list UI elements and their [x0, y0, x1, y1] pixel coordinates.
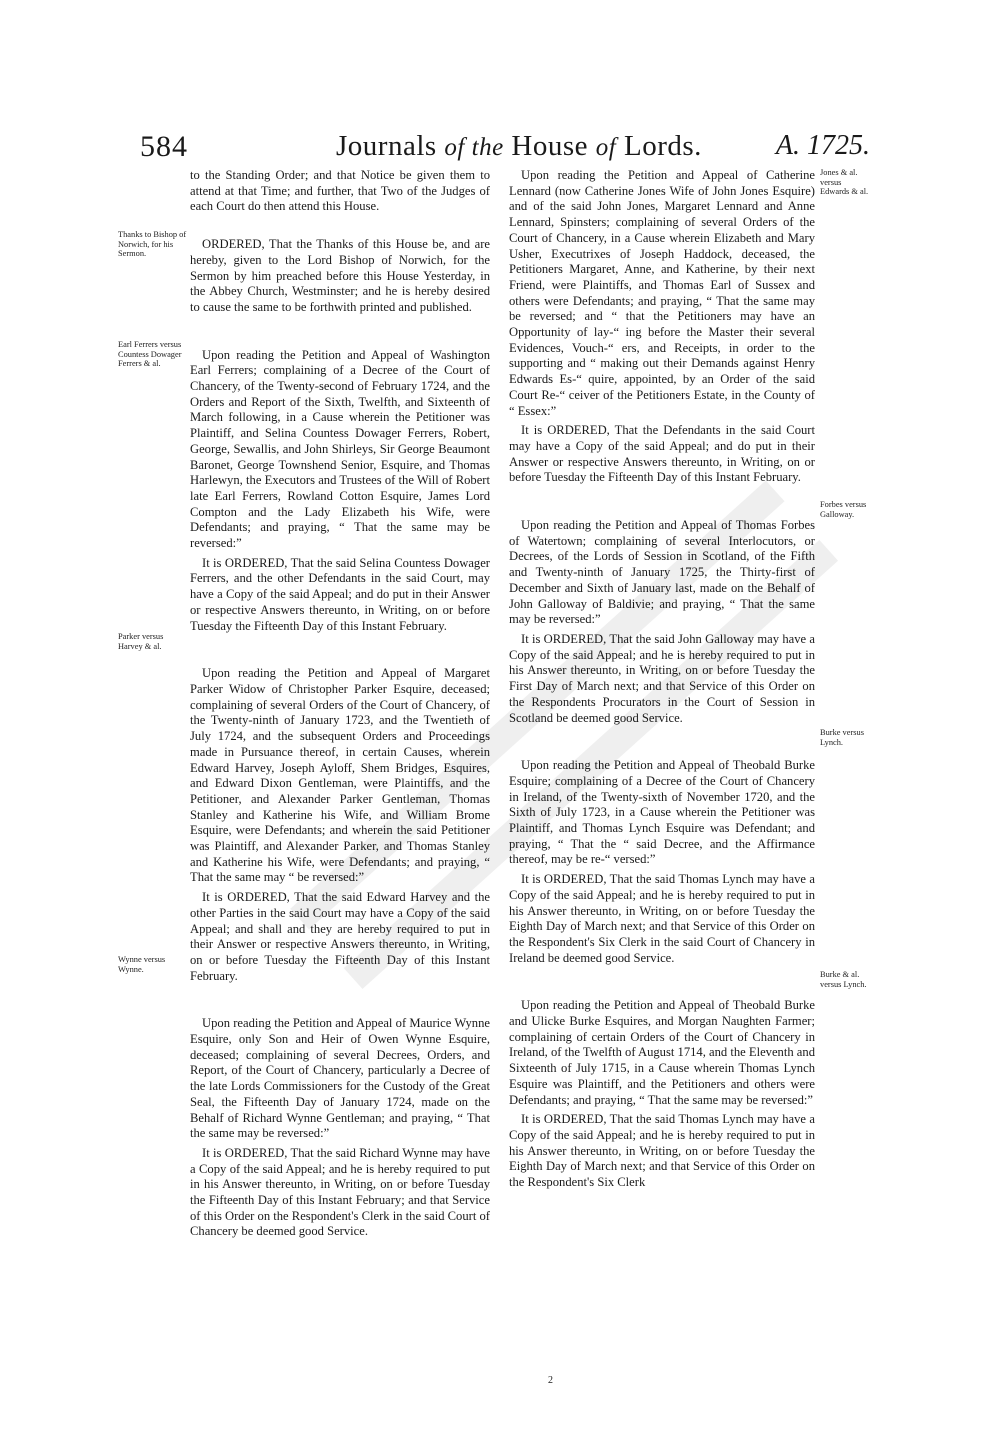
right-paragraph-forbes-petition: Upon reading the Petition and Appeal of Thomas Forbes of Watertown; complaining of several Interlocutors, or Decrees, of the Lords of Session in Scotland, of the Fifth and Twenty-ninth of January 1725, the Thirty-first of December and Sixth of January last, made on the Behalf of John Galloway of Baldivie; and praying, “ That the same may be reversed:” — [509, 518, 815, 627]
running-title — [336, 130, 702, 163]
title-lords: Lords. — [623, 130, 702, 162]
margin-note-burke: Burke versus Lynch. — [820, 728, 864, 747]
left-paragraph-ferrers-petition: Upon reading the Petition and Appeal of Washington Earl Ferrers; complaining of a Decree of the Court of Chancery, of the Twenty-second of February 1724, and the Orders and Report of the Sixth, Twelfth, and Sixteenth of March following, in a Cause wherein the Petitioner was Plaintiff, and Selina Countess Dowager Ferrers, Robert, George, Sewallis, and John Shirleys, Sir George Beaumont Baronet, George Townshend Senior, Esquire, and Thomas Harlewyn, the Executors and Trustees of the Will of Robert late Earl Ferrers, Rowland Cotton Esquire, James Lord Compton and the Lady Elizabeth his Wife, were Defendants; and praying, “ That the same may be reversed:” — [190, 347, 490, 551]
right-paragraph-burke-al-petition: Upon reading the Petition and Appeal of Theobald Burke and Ulicke Burke Esquires, and Morgan Naughten Farmer; complaining of certain Orders of the Court of Chancery in Ireland, of the Twelfth of August 1714, and the Eleventh and Sixteenth of July 1715, in a Cause wherein Thomas Lynch Esquire was Plaintiff, and the Petitioners and others were Defendants; and praying, “ That the same may be reversed:” — [509, 998, 815, 1107]
right-paragraph-burke-order: It is ORDERED, That the said Thomas Lynch may have a Copy of the said Appeal; and he is hereby required to put in his Answer thereunto, in Writing, on or before Tuesday the Eighth Day of March next; and that Service of this Order on the Respondent's Six Clerk in the said Court of Chancery in Ireland be deemed good Service. — [509, 872, 815, 965]
page-year: A. 1725. — [775, 130, 870, 161]
right-column — [509, 168, 815, 1191]
left-paragraph-parker-petition: Upon reading the Petition and Appeal of Margaret Parker Widow of Christopher Parker Esquire, deceased; complaining of several Orders of the Court of Chancery, of the Twenty-ninth of January 1723, and the Twentieth of July 1724, and the subsequent Orders and Proceedings made in Pursuance thereof, in certain Causes, wherein Edward Harvey, Joseph Ayloff, Shem Bridges, Esquires, and Edward Dixon Gentleman, were Plaintiffs, and the Petitioner, and Alexander Parker Gentleman, Thomas Stanley and Katherine his Wife, and William Brome Esquire, were Defendants; and wherein the said Petitioner was Plaintiff, and Alexander Parker, and Thomas Stanley and Katherine his Wife, were Defendants; and praying, “ That the same may “ be reversed:” — [190, 666, 490, 885]
left-paragraph-wynne-petition: Upon reading the Petition and Appeal of Maurice Wynne Esquire, only Son and Heir of Owen Wynne Esquire, deceased; complaining of several Decrees, Orders, and Report, of the Court of Chancery, particularly a Decree of the late Lords Commissioners for the Custody of the Great Seal, the Fifteenth Day of January 1724, made on the Behalf of Richard Wynne Gentleman; and praying, “ That the same may be reversed:” — [190, 1016, 490, 1141]
margin-note-forbes: Forbes versus Galloway. — [820, 500, 867, 519]
left-paragraph-ferrers-order: It is ORDERED, That the said Selina Countess Dowager Ferrers, and the other Defendants in the said Court, may have a Copy of the said Appeal; and do put in their Answer or respective Answers thereunto, in Writing, on or before Tuesday the Fifteenth Day of this Instant February. — [190, 555, 490, 633]
margin-note-parker: Parker versus Harvey & al. — [118, 632, 164, 651]
margin-note-burke-al: Burke & al. versus Lynch. — [820, 970, 867, 989]
title-of: of — [595, 134, 617, 161]
right-paragraph-jones-petition: Upon reading the Petition and Appeal of Catherine Lennard (now Catherine Jones Wife of John Jones Esquire) and of the said John Jones, Margaret Lennard and Anne Lennard, Spinsters; complaining of several Orders of the Court of Chancery, in a Cause wherein Elizabeth and Mary Usher, Executrixes of Joseph Haddock, deceased, the Petitioners Margaret, Anne, and Katherine, by their next Friend, were Plaintiffs, and Thomas Earl of Sussex and others were Defendants; and praying, “ That the same may be reversed; and “ that the Petitioners may have an Opportunity of lay-“ ing before the Master their several Evidences, Vouch-“ ers, and Receipts, in order to the supporting and “ making out their Demands against Henry Edwards Es-“ quire, appointed, by an Order of the said Court Re-“ ceiver of the Petitioners Estate, in the County of “ Essex:” — [509, 168, 815, 418]
left-paragraph-wynne-order: It is ORDERED, That the said Richard Wynne may have a Copy of the said Appeal; and he is hereby required to put in his Answer thereunto, in Writing, on or before Tuesday the Fifteenth Day of this Instant February; and that Service of this Order on the Respondent's Clerk in the said Court of Chancery be deemed good Service. — [190, 1145, 490, 1239]
margin-note-ferrers: Earl Ferrers versus Countess Dowager Ferrers & al. — [118, 340, 182, 369]
left-paragraph-1: to the Standing Order; and that Notice be given them to attend at that Time; and further, that Two of the Judges of each Court do then attend this House. — [190, 168, 490, 214]
margin-note-jones: Jones & al. versus Edwards & al. — [820, 168, 869, 197]
page-number: 584 — [140, 130, 188, 163]
right-paragraph-burke-petition: Upon reading the Petition and Appeal of Theobald Burke Esquire; complaining of a Decree of the Court of Chancery in Ireland, of the Twenty-sixth of November 1720, and the Sixth of July 1723, in a Cause wherein the Petitioner was Plaintiff, and Thomas Lynch Esquire was Defendant; and praying, “ That the “ said Decree, and the Affirmance thereof, may be re-“ versed:” — [509, 758, 815, 867]
title-of-the: of the — [444, 134, 504, 161]
right-paragraph-forbes-order: It is ORDERED, That the said John Galloway may have a Copy of the said Appeal; and he is hereby required to put in his Answer thereunto, in Writing, on or before Tuesday the First Day of March next; and that Service of this Order on the Respondents Procurators in the Court of Session in Scotland be deemed good Service. — [509, 631, 815, 725]
margin-note-thanks: Thanks to Bishop of Norwich, for his Sermon. — [118, 230, 187, 259]
title-journals: Journals — [336, 130, 437, 162]
signature-mark: 2 — [548, 1375, 553, 1386]
left-column — [190, 168, 490, 1240]
margin-note-wynne: Wynne versus Wynne. — [118, 955, 166, 974]
title-house: House — [511, 130, 589, 162]
right-paragraph-burke-al-order: It is ORDERED, That the said Thomas Lynch may have a Copy of the said Appeal; and he is hereby required to put in his Answer thereunto, in Writing, on or before Tuesday the Eighth Day of March next; and that Service of this Order on the Respondent's Six Clerk — [509, 1112, 815, 1190]
right-paragraph-jones-order: It is ORDERED, That the Defendants in the said Court may have a Copy of the said Appeal; and do put in their Answer or respective Answers thereunto, in Writing, on or before Tuesday the Fifteenth Day of this Instant February. — [509, 423, 815, 485]
left-paragraph-parker-order: It is ORDERED, That the said Edward Harvey and the other Parties in the said Court may have a Copy of the said Appeal; and shall and they are hereby required to put in their Answer or respective Answers thereunto, in Writing, on or before Tuesday the Fifteenth Day of this Instant February. — [190, 890, 490, 983]
page-header — [140, 130, 870, 172]
left-paragraph-thanks: ORDERED, That the Thanks of this House be, and are hereby, given to the Lord Bishop of Norwich, for the Sermon by him preached before this House Yesterday, in the Abbey Church, Westminster; and he is hereby desired to cause the same to be forthwith printed and published. — [190, 237, 490, 314]
